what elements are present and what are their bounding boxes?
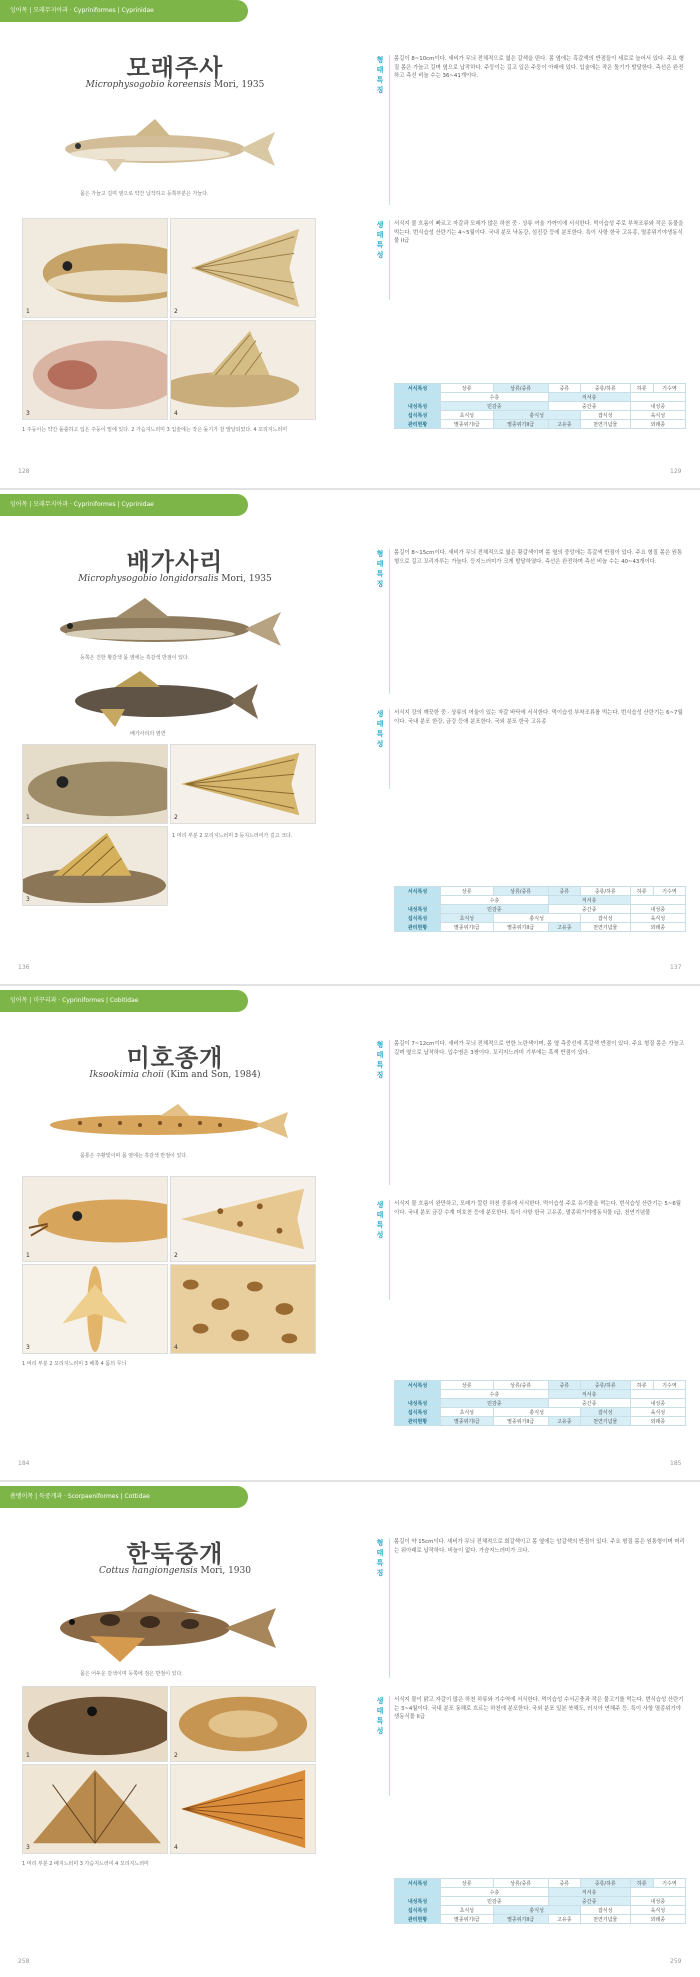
table-cell: 상류 [441,384,494,393]
main-caption: 등쪽은 진한 황갈색 몸 옆에는 흑갈색 반점이 있다. [80,655,190,661]
table-cell [395,393,441,402]
author-text: Mori, 1935 [221,574,272,584]
table-cell: 수층 [441,1390,549,1399]
table-row [395,384,686,393]
photo-4 [170,1264,316,1354]
label-ecology: 생태 특성 [376,1201,384,1239]
table-cell: 상류/중류 [493,887,548,896]
category-tab: 쏨뱅이목 | 둑중개과 · Scorpaeniformes | Cottidae [0,1486,248,1508]
table-cell: 천연기념물 [580,1417,630,1426]
korean-name: 미호종개 [126,1043,224,1072]
main-caption: 몸통은 주황빛이며 몸 옆에는 흑갈색 반점이 있다. [80,1153,188,1159]
category-tab: 잉어목 | 모래무지아과 · Cypriniformes | Cyprinidae [0,494,248,516]
classification-table [394,383,686,429]
table-cell: 서식특성 [395,1381,441,1390]
table-cell [395,1888,441,1897]
table-cell: 관리현황 [395,1417,441,1426]
table-cell: 충식성 [493,411,580,420]
table-cell: 중류 [548,384,580,393]
page-separator [0,1480,700,1482]
classification-table [394,1878,686,1924]
form-description: 몸길이 7~12cm이다. 새비가 무늬 전체적으로 연한 노란색이며, 몸 옆 측중선에 흑갈색 반점이 있다. 주요 형질 몸은 가늘고 길며 옆으로 납작하다. 입수염은 3쌍이다. 꼬리지느러미 기부에는 흑색 반점이 있다. [394,1041,684,1056]
photo-3 [22,826,168,906]
photo-number: 1 [26,814,30,821]
photo-1 [22,1176,168,1262]
table-cell: 내성종 [630,402,685,411]
table-cell: 내성특성 [395,402,441,411]
photo-3 [22,1264,168,1354]
table-cell: 육식성 [630,914,685,923]
table-row [395,1888,686,1897]
table-cell: 저서층 [548,1888,630,1897]
spread-mihojonggae [0,990,700,1475]
korean-name: 모래주사 [126,53,224,82]
table-cell [630,393,685,402]
spread-moraejusa [0,0,700,485]
table-cell: 천연기념물 [580,923,630,932]
table-cell: 민감종 [441,1399,549,1408]
label-form: 형태 특징 [376,1041,384,1079]
table-cell: 관리현황 [395,1915,441,1924]
table-cell: 내성특성 [395,905,441,914]
table-cell: 관리현황 [395,420,441,429]
table-row [395,1399,686,1408]
table-cell: 천연기념물 [580,1915,630,1924]
page-number-right: 185 [670,1460,682,1467]
table-row [395,887,686,896]
photo-number: 2 [174,308,178,315]
table-cell: 외래종 [630,1417,685,1426]
table-cell: 상류/중류 [493,1879,548,1888]
photo-3 [22,1764,168,1854]
table-cell: 천연기념물 [580,420,630,429]
main-caption: 몸은 가늘고 길며 옆으로 약간 납작하고 등쪽부분은 가늘다. [80,191,209,197]
scientific-name [20,80,330,90]
divider [389,220,390,300]
table-row [395,1417,686,1426]
photo-caption: 1 머리 부분 2 배지느러미 3 가슴지느러미 4 꼬리지느러미 [22,1861,149,1867]
label-form: 형태 특징 [376,550,384,588]
table-cell: 육식성 [630,1906,685,1915]
photo-number: 1 [26,1752,30,1759]
label-ecology: 생태 특성 [376,1697,384,1735]
table-row [395,923,686,932]
page-number-right: 259 [670,1958,682,1965]
table-cell: 서식특성 [395,1879,441,1888]
photo-number: 4 [174,1844,178,1851]
photo-number: 3 [26,896,30,903]
photo-2 [170,744,316,824]
table-cell: 내성종 [630,905,685,914]
classification-table [394,1380,686,1426]
table-cell: 육식성 [630,411,685,420]
page-separator [0,488,700,490]
table-cell: 외래종 [630,923,685,932]
page-number-left: 128 [18,468,30,475]
table-row [395,402,686,411]
table-cell: 멸종위기I급 [441,420,494,429]
table-cell: 잡식성 [580,1906,630,1915]
table-cell: 멸종위기II급 [493,923,548,932]
table-cell: 외래종 [630,420,685,429]
divider [389,549,390,694]
photo-1 [22,1686,168,1762]
label-form: 형태 특징 [376,1539,384,1577]
table-row [395,420,686,429]
main-fish-photo [45,594,285,654]
table-cell: 서식특성 [395,887,441,896]
table-cell: 하류 [630,1381,653,1390]
secondary-fish-photo [60,669,260,729]
scientific-name-text: Microphysogobio koreensis [85,80,212,90]
photo-4 [170,320,316,420]
table-cell: 상류/중류 [493,384,548,393]
table-row [395,1897,686,1906]
table-cell: 초식성 [441,1906,494,1915]
photo-1 [22,218,168,318]
page-number-right: 129 [670,468,682,475]
photo-3 [22,320,168,420]
table-cell: 섭식특성 [395,914,441,923]
table-cell: 하류 [630,1879,653,1888]
table-cell: 중간종 [548,1897,630,1906]
page-separator [0,984,700,986]
table-cell: 중간종 [548,1399,630,1408]
ecology-description: 서식지 물이 맑고 자갈이 많은 하천 하류와 기수역에 서식한다. 먹이습성 수서곤충과 작은 물고기를 먹는다. 번식습성 산란기는 3~4월이다. 국내 분포 동해로 흐르는 하천에 분포한다. 국외 분포 일본 북해도, 러시아 연해주 등. 특이 사항 멸종위기야생동식물 II급 [394,1697,684,1721]
korean-name: 배가사리 [126,547,224,576]
table-cell: 외래종 [630,1915,685,1924]
table-cell: 중류/하류 [580,887,630,896]
photo-caption: 1 머리 부분 2 꼬리지느러미 3 등지느러미가 길고 크다. [172,833,293,839]
photo-number: 4 [174,410,178,417]
ecology-description: 서식지 물 흐름이 완만하고, 모래가 깔린 하천 중류에 서식한다. 먹이습성 주로 유기물을 먹는다. 번식습성 산란기는 5~6월이다. 국내 분포 금강 수계 미호천 등에 분포한다. 특이 사항 한국 고유종, 멸종위기야생동식물 I급, 천연기념물 [394,1201,681,1216]
scientific-name [20,574,330,584]
photo-number: 1 [26,308,30,315]
label-ecology: 생태 특성 [376,221,384,259]
table-cell: 섭식특성 [395,1408,441,1417]
table-cell: 수층 [441,896,549,905]
table-cell: 고유종 [548,1417,580,1426]
photo-caption: 1 머리 부분 2 꼬리지느러미 3 배쪽 4 몸의 무늬 [22,1361,127,1367]
label-ecology: 생태 특성 [376,710,384,748]
divider [389,55,390,205]
table-row [395,905,686,914]
table-cell: 멸종위기I급 [441,1417,494,1426]
table-cell: 저서층 [548,1390,630,1399]
table-cell: 내성종 [630,1897,685,1906]
photo-number: 2 [174,1252,178,1259]
table-cell: 내성특성 [395,1399,441,1408]
main-fish-photo [40,1098,290,1148]
table-cell: 섭식특성 [395,411,441,420]
table-cell: 충식성 [493,1906,580,1915]
photo-2 [170,1176,316,1262]
table-cell [630,896,685,905]
divider [389,1200,390,1300]
main-fish-photo [50,104,280,184]
table-cell: 초식성 [441,1408,494,1417]
photo-1 [22,744,168,824]
page-number-right: 137 [670,964,682,971]
photo-number: 2 [174,814,178,821]
form-description: 몸길이 약 15cm이다. 새비가 무늬 전체적으로 회갈색이고 몸 옆에는 암갈색의 반점이 있다. 주요 형질 몸은 원통형이며 머리는 위아래로 납작하다. 비늘이 없다. 가슴지느러미가 크다. [394,1539,685,1554]
korean-name: 한둑중개 [126,1539,224,1568]
table-row [395,1390,686,1399]
table-cell: 잡식성 [580,411,630,420]
author-text: Mori, 1930 [200,1566,251,1576]
table-cell: 상류/중류 [493,1381,548,1390]
table-cell: 관리현황 [395,923,441,932]
photo-2 [170,1686,316,1762]
table-cell: 중간종 [548,905,630,914]
table-cell [395,896,441,905]
main-caption: 몸은 어두운 갈색이며 등쪽에 검은 반점이 있다. [80,1671,183,1677]
ecology-description: 서식지 물 흐름이 빠르고 자갈과 모래가 많은 하천 중 · 상류 여울 가까이에 서식한다. 먹이습성 주로 부착조류와 작은 동물을 먹는다. 번식습성 산란기는 4~5월이다. 국내 분포 낙동강, 섬진강 등에 분포한다. 특이 사항 한국 고유종, 멸종위기야생동식물 II급 [394,221,684,245]
photo-number: 3 [26,1344,30,1351]
table-cell: 충식성 [493,914,580,923]
table-cell: 민감종 [441,905,549,914]
table-cell: 잡식성 [580,914,630,923]
table-cell: 초식성 [441,914,494,923]
table-row [395,896,686,905]
divider [389,1696,390,1796]
table-cell: 중류 [548,887,580,896]
table-cell: 멸종위기I급 [441,1915,494,1924]
form-description: 몸길이 8~10cm이다. 새비가 무늬 전체적으로 엷은 갈색을 띤다. 몸 옆에는 흑갈색의 반점들이 세로로 늘어서 있다. 주요 형질 몸은 가늘고 길며 옆으로 납작하다. 주둥이는 길고 입은 주둥이 아래에 있다. 입술에는 작은 돌기가 발달한다. 측선은 완전하고 측선 비늘 수는 36~41개이다. [394,56,684,80]
table-cell: 중류 [548,1879,580,1888]
category-tab: 잉어목 | 미꾸리과 · Cypriniformes | Cobitidae [0,990,248,1012]
table-cell: 수층 [441,1888,549,1897]
table-cell: 육식성 [630,1408,685,1417]
table-cell: 중류/하류 [580,384,630,393]
photo-caption: 1 주둥이는 약간 돌출하고 입은 주둥이 밑에 있다. 2 가슴지느러미 3 입술에는 작은 돌기가 잘 발달되었다. 4 꼬리지느러미 [22,427,288,433]
photo-4 [170,1764,316,1854]
table-cell [630,1888,685,1897]
photo-number: 4 [174,1344,178,1351]
table-cell: 고유종 [548,1915,580,1924]
table-cell: 잡식성 [580,1408,630,1417]
divider [389,1538,390,1678]
table-cell: 고유종 [548,923,580,932]
table-cell: 기수역 [653,887,685,896]
table-cell: 멸종위기I급 [441,923,494,932]
secondary-caption: 배가사리의 옆면 [130,731,166,737]
table-row [395,393,686,402]
author-text: (Kim and Son, 1984) [166,1070,261,1080]
table-cell: 민감종 [441,402,549,411]
photo-number: 1 [26,1252,30,1259]
divider [389,1040,390,1185]
table-cell: 하류 [630,887,653,896]
table-cell: 하류 [630,384,653,393]
main-fish-photo [50,1586,280,1666]
table-row [395,1381,686,1390]
label-form: 형태 특징 [376,56,384,94]
table-row [395,1879,686,1888]
table-cell: 중류/하류 [580,1879,630,1888]
table-cell: 상류 [441,1381,494,1390]
scientific-name-text: Iksookimia choii [89,1070,164,1080]
table-cell: 수층 [441,393,549,402]
table-cell [630,1390,685,1399]
table-cell: 내성특성 [395,1897,441,1906]
photo-number: 2 [174,1752,178,1759]
table-cell: 민감종 [441,1897,549,1906]
table-row [395,411,686,420]
table-row [395,1408,686,1417]
table-cell: 멸종위기II급 [493,420,548,429]
photo-number: 3 [26,1844,30,1851]
divider [389,709,390,789]
page-number-left: 258 [18,1958,30,1965]
spread-handukjunggae [0,1486,700,1974]
table-cell: 고유종 [548,420,580,429]
table-cell [395,1390,441,1399]
table-cell: 섭식특성 [395,1906,441,1915]
form-description: 몸길이 8~15cm이다. 새비가 무늬 전체적으로 엷은 황갈색이며 몸 옆의 중앙에는 흑갈색 반점이 있다. 주요 형질 몸은 원통형으로 길고 꼬리자루는 가늘다. 등지느러미가 크게 발달하였다. 측선은 완전하며 측선 비늘 수는 40~43개이다. [394,550,683,565]
table-cell: 기수역 [653,1381,685,1390]
scientific-name [20,1070,330,1080]
table-cell: 상류 [441,887,494,896]
scientific-name [20,1566,330,1576]
category-tab: 잉어목 | 모래무지아과 · Cypriniformes | Cyprinidae [0,0,248,22]
table-cell: 기수역 [653,384,685,393]
author-text: Mori, 1935 [213,80,265,90]
table-cell: 내성종 [630,1399,685,1408]
table-cell: 기수역 [653,1879,685,1888]
table-row [395,914,686,923]
photo-2 [170,218,316,318]
table-cell: 중간종 [548,402,630,411]
ecology-description: 서식지 강의 깨끗한 중 · 상류의 여울이 있는 자갈 바닥에 서식한다. 먹이습성 부착조류를 먹는다. 번식습성 산란기는 6~7월이다. 국내 분포 한강, 금강 등에 분포한다. 국외 분포 한국 고유종 [394,710,683,725]
page-number-left: 184 [18,1460,30,1467]
table-row [395,1906,686,1915]
scientific-name-text: Microphysogobio longidorsalis [78,574,219,584]
scientific-name-text: Cottus hangiongensis [99,1566,198,1576]
page-number-left: 136 [18,964,30,971]
table-cell: 저서층 [548,393,630,402]
table-cell: 중류 [548,1381,580,1390]
table-cell: 초식성 [441,411,494,420]
spread-baegasari [0,494,700,979]
table-cell: 중류/하류 [580,1381,630,1390]
classification-table [394,886,686,932]
table-row [395,1915,686,1924]
table-cell: 멸종위기II급 [493,1915,548,1924]
table-cell: 저서층 [548,896,630,905]
table-cell: 충식성 [493,1408,580,1417]
photo-number: 3 [26,410,30,417]
table-cell: 서식특성 [395,384,441,393]
table-cell: 멸종위기II급 [493,1417,548,1426]
table-cell: 상류 [441,1879,494,1888]
